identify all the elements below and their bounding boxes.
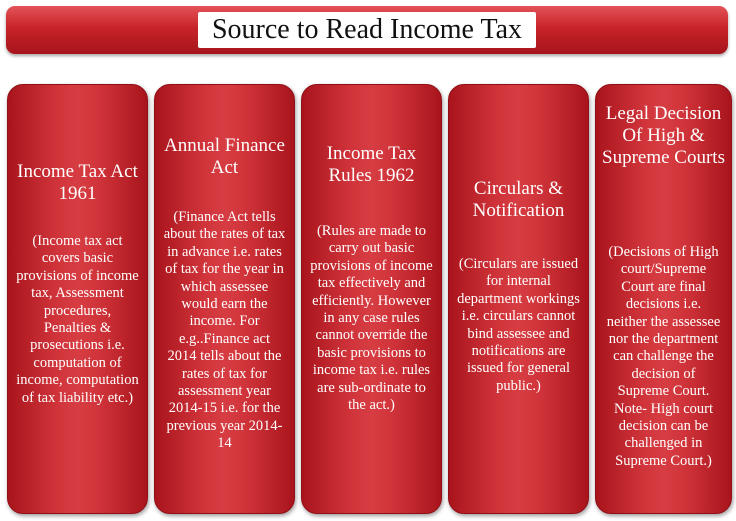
panel-description: (Finance Act tells about the rates of tax in advance i.e. rates of tax for the year in which assessee would earn the income. For e.g..Finance act 2014 tells about the rates of tax for assessment year 2014-15 i.e. for the previous year 2014-14 xyxy=(163,209,286,452)
panel-title: Circulars & Notification xyxy=(472,178,565,221)
panel-description: (Decisions of High court/Supreme Court are final decisions i.e. neither the assessee nor the department can challenge the decision of Supreme Court. Note- High court decision can be challenged in Supreme Court.) xyxy=(606,244,721,469)
panel-title: Legal Decision Of High & Supreme Courts xyxy=(602,103,725,168)
panel-title: Annual Finance Act xyxy=(164,135,285,178)
panel-title: Income Tax Act 1961 xyxy=(17,161,138,204)
panel-annual-finance-act xyxy=(154,84,295,514)
panel-income-tax-act xyxy=(7,84,148,514)
panel-title: Income Tax Rules 1962 xyxy=(326,143,417,186)
panel-description: (Rules are made to carry out basic provisions of income tax effectively and efficiently. However in any case rules cannot override the basic provisions to income tax i.e. rules are sub-ordinate to the act.) xyxy=(310,223,433,414)
panel-legal-decisions xyxy=(595,84,732,514)
panel-description: (Income tax act covers basic provisions of income tax, Assessment procedures, Penalties & prosecutions i.e. computation of income, computation of tax liability etc.) xyxy=(16,233,139,406)
panel-income-tax-rules xyxy=(301,84,442,514)
panel-description: (Circulars are issued for internal department workings i.e. circulars cannot bind assessee and notifications are issued for general public.) xyxy=(457,256,580,394)
title-banner xyxy=(6,6,728,54)
page-title: Source to Read Income Tax xyxy=(198,12,536,48)
panel-circulars-notification xyxy=(448,84,589,514)
